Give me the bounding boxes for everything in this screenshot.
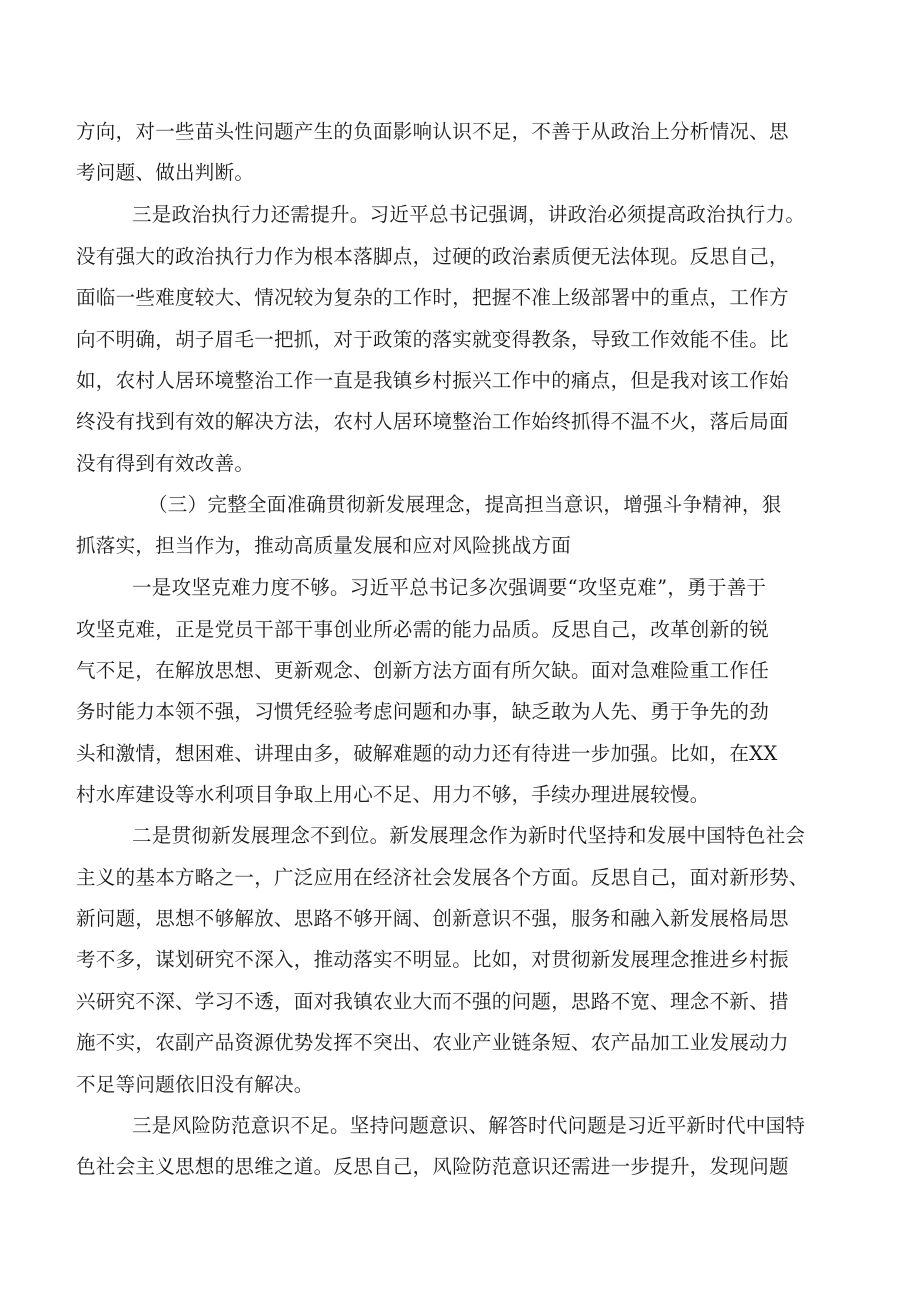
- text-line: 向不明确，胡子眉毛一把抓，对于政策的落实就变得教条，导致工作效能不佳。比: [76, 328, 789, 351]
- text-line: 没有得到有效改善。: [76, 452, 255, 475]
- text-line: 方向，对一些苗头性问题产生的负面影响认识不足，不善于从政治上分析情况、思: [76, 120, 789, 143]
- text-line: 终没有找到有效的解决方法，农村人居环境整治工作始终抓得不温不火，落后局面: [76, 410, 789, 433]
- text-line: 一是攻坚克难力度不够。习近平总书记多次强调要“攻坚克难”，勇于善于: [132, 576, 767, 599]
- text-line: 考不多，谋划研究不深入，推动落实不明显。比如，对贯彻新发展理念推进乡村振: [76, 948, 789, 971]
- text-line: 色社会主义思想的思维之道。反思自己，风险防范意识还需进一步提升，发现问题: [76, 1155, 789, 1178]
- text-line: 面临一些难度较大、情况较为复杂的工作时，把握不准上级部署中的重点，工作方: [76, 286, 789, 309]
- section-heading: 抓落实，担当作为，推动高质量发展和应对风险挑战方面: [76, 534, 572, 557]
- text-line: 头和激情，想困难、讲理由多，破解难题的动力还有待进一步加强。比如，在XX: [76, 742, 778, 765]
- text-line: 三是风险防范意识不足。坚持问题意识、解答时代问题是习近平新时代中国特: [132, 1114, 806, 1137]
- text-line: 施不实，农副产品资源优势发挥不突出、农业产业链条短、农产品加工业发展动力: [76, 1031, 789, 1054]
- text-line: 二是贯彻新发展理念不到位。新发展理念作为新时代坚持和发展中国特色社会: [132, 824, 806, 847]
- text-line: 考问题、做出判断。: [76, 161, 255, 184]
- text-line: 气不足，在解放思想、更新观念、创新方法方面有所欠缺。面对急难险重工作任: [76, 659, 770, 682]
- text-line: 没有强大的政治执行力作为根本落脚点，过硬的政治素质便无法体现。反思自己，: [76, 245, 789, 268]
- text-line: 村水库建设等水利项目争取上用心不足、用力不够，手续办理进展较慢。: [76, 783, 710, 806]
- text-line: 务时能力本领不强，习惯凭经验考虑问题和办事，缺乏敢为人先、勇于争先的劲: [76, 700, 770, 723]
- text-line: 如，农村人居环境整治工作一直是我镇乡村振兴工作中的痛点，但是我对该工作始: [76, 369, 789, 392]
- text-line: 攻坚克难，正是党员干部干事创业所必需的能力品质。反思自己，改革创新的锐: [76, 618, 770, 641]
- text-line: 新问题，思想不够解放、思路不够开阔、创新意识不强，服务和融入新发展格局思: [76, 907, 789, 930]
- text-line: 不足等问题依旧没有解决。: [76, 1073, 314, 1096]
- text-line: 主义的基本方略之一，广泛应用在经济社会发展各个方面。反思自己，面对新形势、: [76, 866, 809, 889]
- text-line: 兴研究不深、学习不透，面对我镇农业大而不强的问题，思路不宽、理念不新、措: [76, 990, 789, 1013]
- section-heading: （三）完整全面准确贯彻新发展理念，提高担当意识，增强斗争精神，狠: [148, 493, 782, 516]
- text-line: 三是政治执行力还需提升。习近平总书记强调，讲政治必须提高政治执行力。: [132, 203, 806, 226]
